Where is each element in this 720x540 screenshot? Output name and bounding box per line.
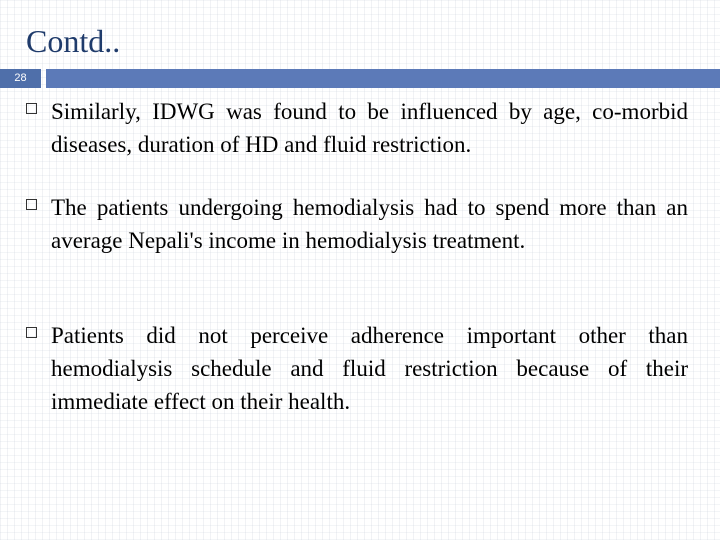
slide-number-badge	[0, 69, 41, 88]
hollow-square-bullet-icon	[26, 199, 37, 210]
slide-number: 28	[14, 72, 27, 84]
hollow-square-bullet-icon	[26, 327, 37, 338]
hollow-square-bullet-icon	[26, 103, 37, 114]
slide-title: Contd..	[26, 23, 121, 59]
title-accent-bar	[46, 69, 720, 88]
bullet-text: Similarly, IDWG was found to be influenced by age, co-morbid diseases, duration of HD and fluid restriction.	[51, 99, 688, 157]
bullet-text: The patients undergoing hemodialysis had to spend more than an average Nepali's income in hemodialysis treatment.	[51, 195, 688, 253]
bullet-text: Patients did not perceive adherence important other than hemodialysis schedule and fluid restriction because of their immediate effect on their health.	[51, 323, 688, 414]
